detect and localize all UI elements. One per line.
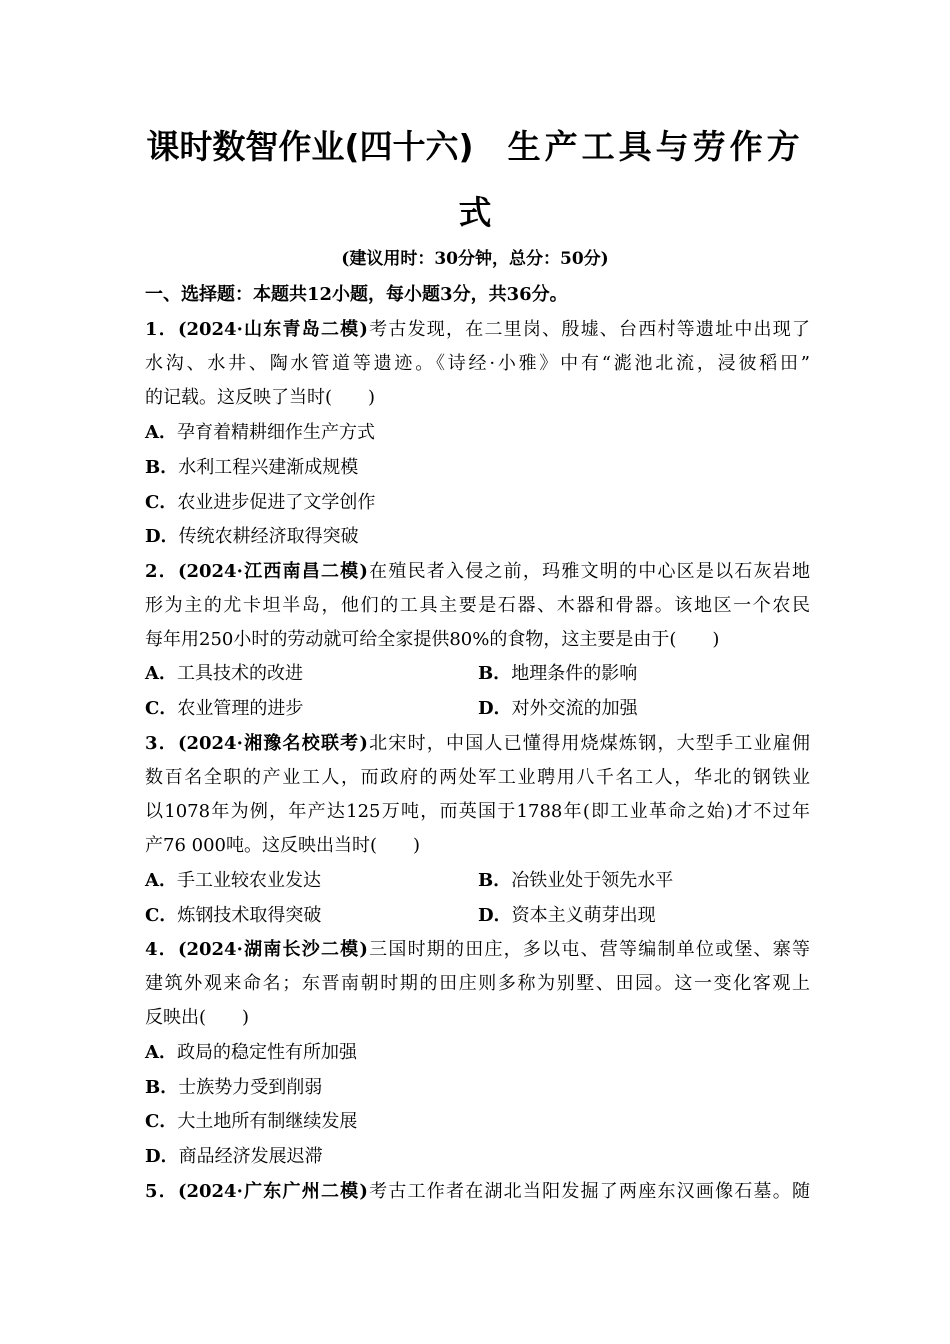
time-hint: (建议用时：30分钟，总分：50分)	[341, 249, 609, 269]
question-text: 三国时期的田庄，多以屯、营等编制单位或堡、寨等	[367, 939, 810, 960]
question-number: 1．	[145, 319, 178, 340]
question-2-option-d: D．对外交流的加强	[478, 698, 638, 719]
question-1-option-a: A．孕育着精耕细作生产方式	[145, 422, 375, 443]
question-text: 在殖民者入侵之前，玛雅文明的中心区是以石灰岩地	[367, 561, 810, 582]
question-2-option-b: B．地理条件的影响	[478, 663, 638, 684]
question-4-option-c: C．大土地所有制继续发展	[145, 1111, 358, 1132]
question-number: 3．	[145, 733, 178, 754]
question-4-line-3: 反映出( )	[145, 1007, 250, 1028]
question-2-option-a: A．工具技术的改进	[145, 663, 303, 684]
question-source: (2024·山东青岛二模)	[177, 319, 368, 340]
question-4-option-d: D．商品经济发展迟滞	[145, 1146, 323, 1167]
question-source: (2024·广东广州二模)	[177, 1181, 368, 1202]
question-3-line-4: 产76 000吨。这反映出当时( )	[145, 835, 421, 856]
question-4-option-a: A．政局的稳定性有所加强	[145, 1042, 357, 1063]
question-3-line-1	[145, 732, 810, 756]
question-source: (2024·湖南长沙二模)	[177, 939, 368, 960]
question-5-line-1	[145, 1180, 810, 1204]
question-3-option-c: C．炼钢技术取得突破	[145, 905, 322, 926]
question-source: (2024·江西南昌二模)	[177, 561, 368, 582]
title-main: 课时数智作业(四十六)	[146, 127, 474, 166]
page-title	[120, 127, 830, 167]
question-2-line-3: 每年用250小时的劳动就可给全家提供80%的食物，这主要是由于( )	[145, 629, 720, 650]
question-1-line-2: 水沟、水井、陶水管道等遗迹。《诗经·小雅》中有“滮池北流，浸彼稻田”	[145, 353, 810, 374]
question-2-option-c: C．农业管理的进步	[145, 698, 304, 719]
question-1-option-b: B．水利工程兴建渐成规模	[145, 457, 359, 478]
question-number: 2．	[145, 561, 178, 582]
question-source: (2024·湘豫名校联考)	[177, 733, 368, 754]
question-1-option-c: C．农业进步促进了文学创作	[145, 492, 376, 513]
question-3-line-3: 以1078年为例，年产达125万吨，而英国于1788年(即工业革命之始)才不过年	[145, 801, 810, 822]
question-3-line-2: 数百名全职的产业工人，而政府的两处军工业聘用八千名工人，华北的钢铁业	[145, 767, 810, 788]
question-3-option-b: B．冶铁业处于领先水平	[478, 870, 674, 891]
question-1-option-d: D．传统农耕经济取得突破	[145, 526, 359, 547]
title-sub: 生产工具与劳作方	[507, 127, 804, 166]
question-3-option-d: D．资本主义萌芽出现	[478, 905, 656, 926]
question-4-line-2: 建筑外观来命名；东晋南朝时期的田庄则多称为别墅、田园。这一变化客观上	[145, 973, 810, 994]
question-1-line-3: 的记载。这反映了当时( )	[145, 387, 376, 408]
question-2-line-1	[145, 560, 810, 584]
question-4-line-1	[145, 938, 810, 962]
question-text: 北宋时，中国人已懂得用烧煤炼钢，大型手工业雇佣	[367, 733, 810, 754]
question-3-option-a: A．手工业较农业发达	[145, 870, 321, 891]
question-text: 考古发现，在二里岗、殷墟、台西村等遗址中出现了	[367, 319, 810, 340]
section-heading: 一、选择题：本题共12小题，每小题3分，共36分。	[145, 284, 568, 305]
question-number: 4．	[145, 939, 178, 960]
question-2-line-2: 形为主的尤卡坦半岛，他们的工具主要是石器、木器和骨器。该地区一个农民	[145, 595, 810, 616]
question-number: 5．	[145, 1181, 178, 1202]
question-1-line-1	[145, 318, 810, 342]
question-text: 考古工作者在湖北当阳发掘了两座东汉画像石墓。随	[367, 1181, 810, 1202]
page-title-continued: 式	[458, 193, 492, 232]
question-4-option-b: B．士族势力受到削弱	[145, 1077, 323, 1098]
